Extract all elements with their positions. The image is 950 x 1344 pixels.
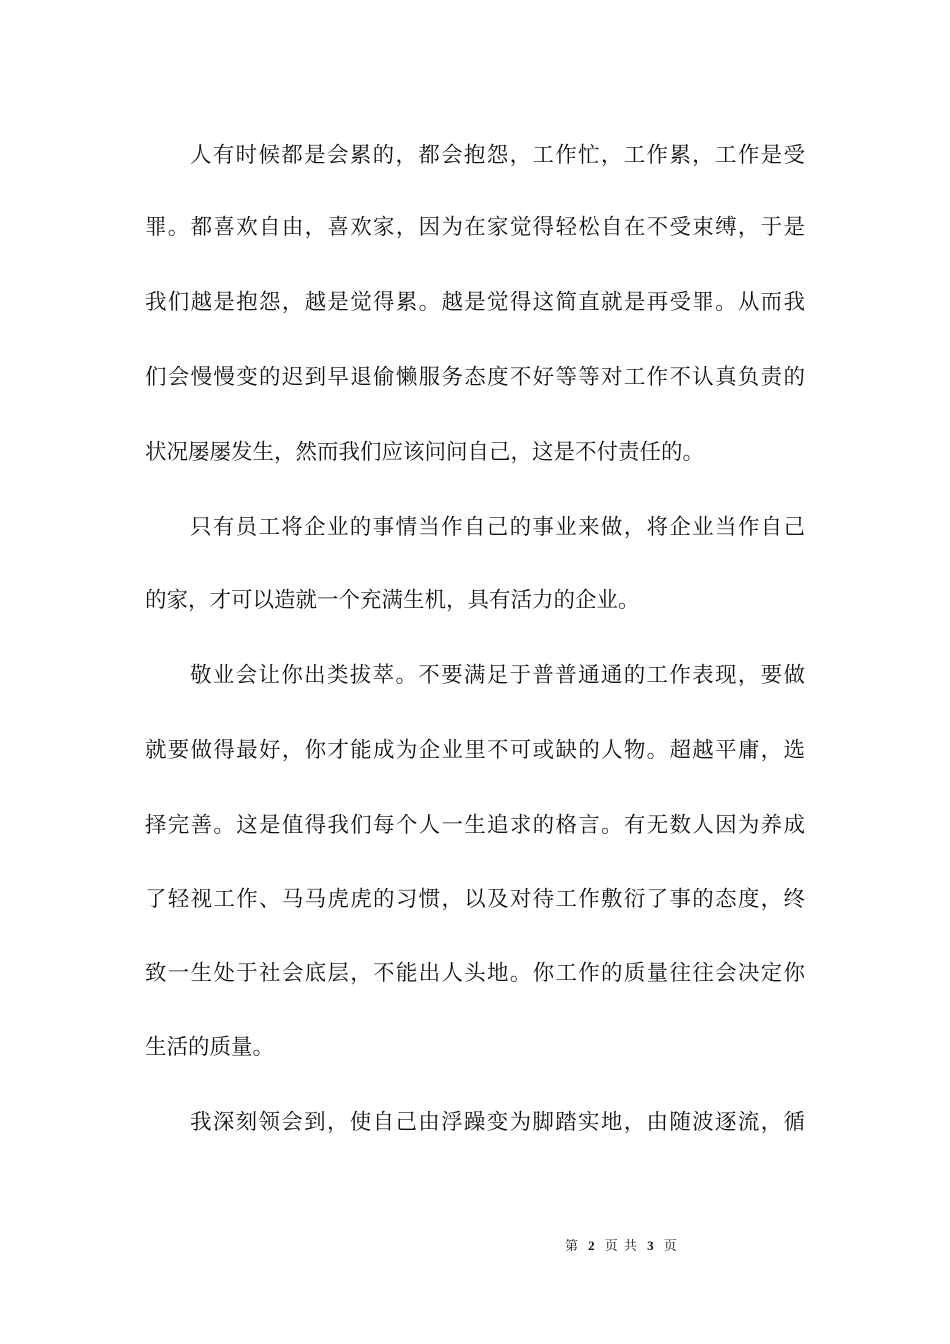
footer-middle: 页 共 xyxy=(604,1239,638,1254)
paragraph-2-line-2: 的家，才可以造就一个充满生机，具有活力的企业。 xyxy=(145,588,640,613)
paragraph-1-line-1: 人有时候都是会累的，都会抱怨，工作忙，工作累，工作是受 xyxy=(190,143,805,168)
page-number xyxy=(565,1236,678,1257)
footer-prefix: 第 xyxy=(565,1239,580,1254)
paragraph-1-line-3: 我们越是抱怨，越是觉得累。越是觉得这简直就是再受罪。从而我 xyxy=(145,290,805,315)
paragraph-3-line-1: 敬业会让你出类拔萃。不要满足于普普通通的工作表现，要做 xyxy=(190,663,805,688)
paragraph-4-line-1: 我深刻领会到，使自己由浮躁变为脚踏实地，由随波逐流，循 xyxy=(190,1110,805,1135)
paragraph-2-line-1: 只有员工将企业的事情当作自己的事业来做，将企业当作自己 xyxy=(190,515,805,540)
paragraph-3-line-3: 择完善。这是值得我们每个人一生追求的格言。有无数人因为养成 xyxy=(145,813,805,838)
total-page-number: 3 xyxy=(647,1238,655,1253)
footer-suffix: 页 xyxy=(663,1239,678,1254)
paragraph-1-line-2: 罪。都喜欢自由，喜欢家，因为在家觉得轻松自在不受束缚，于是 xyxy=(145,215,805,240)
paragraph-3-line-4: 了轻视工作、马马虎虎的习惯，以及对待工作敷衍了事的态度，终 xyxy=(145,887,805,912)
paragraph-3-line-6: 生活的质量。 xyxy=(145,1035,275,1060)
paragraph-1-line-5: 状况屡屡发生，然而我们应该问问自己，这是不付责任的。 xyxy=(145,440,705,465)
current-page-number: 2 xyxy=(588,1238,596,1253)
paragraph-3-line-2: 就要做得最好，你才能成为企业里不可或缺的人物。超越平庸，选 xyxy=(145,738,805,763)
paragraph-3-line-5: 致一生处于社会底层，不能出人头地。你工作的质量往往会决定你 xyxy=(145,961,805,986)
paragraph-1-line-4: 们会慢慢变的迟到早退偷懒服务态度不好等等对工作不认真负责的 xyxy=(145,365,805,390)
